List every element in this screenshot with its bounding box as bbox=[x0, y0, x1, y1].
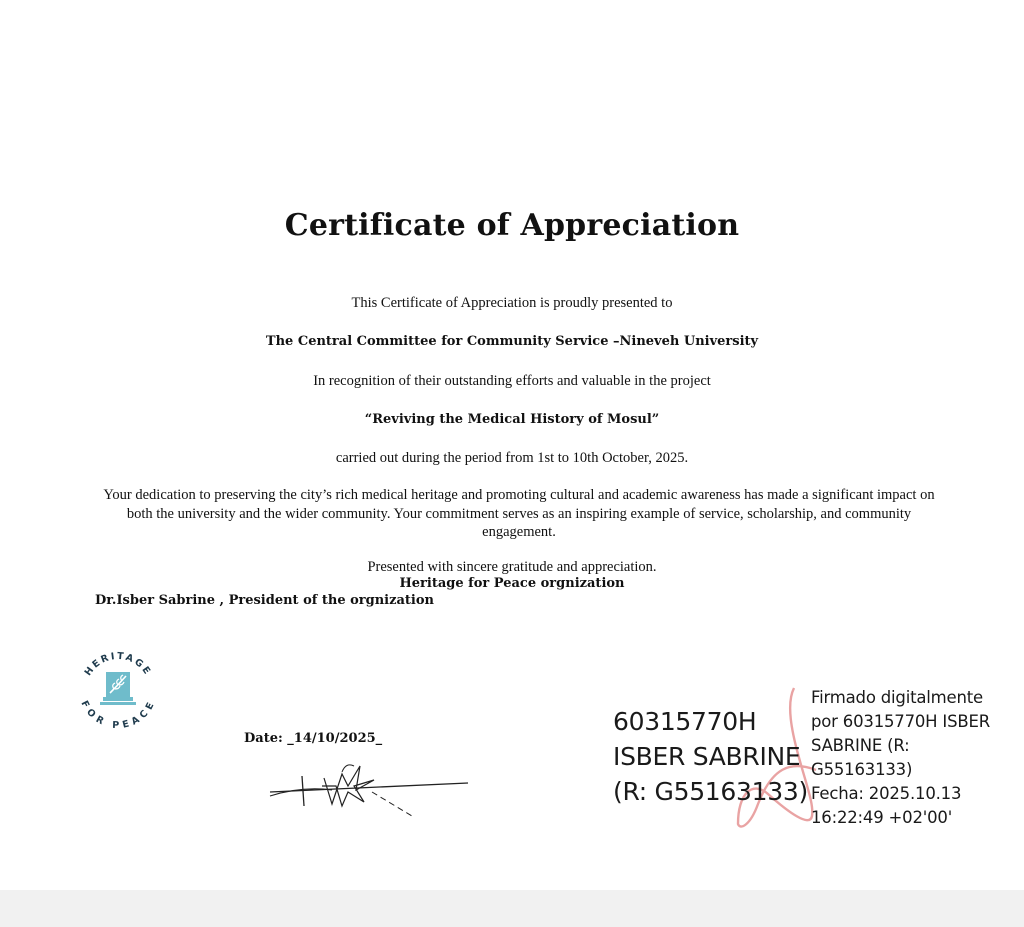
certificate-title: Certificate of Appreciation bbox=[284, 208, 740, 243]
logo-text-bottom: FOR PEACE bbox=[78, 698, 158, 732]
appreciation-paragraph: Your dedication to preserving the city’s rich medical heritage and promoting cultural and academic awareness has made a significant impact on both the university and the wider community. Your commitment serves as an inspiring example of service, scholarship, and community engagement. bbox=[103, 487, 935, 540]
monument-icon bbox=[100, 672, 136, 705]
project-name: “Reviving the Medical History of Mosul” bbox=[364, 412, 660, 427]
signature-time: 16:22:49 +02'00' bbox=[811, 808, 953, 827]
viewer-bottom-band bbox=[0, 890, 1024, 927]
gratitude-line: Presented with sincere gratitude and appreciation. bbox=[367, 559, 657, 575]
digital-signer-block bbox=[613, 704, 808, 809]
recognition-text: In recognition of their outstanding efforts and valuable in the project bbox=[313, 373, 711, 389]
signatory-line: Dr.Isber Sabrine , President of the orgnization bbox=[95, 593, 434, 608]
signature-info-line: por 60315770H ISBER bbox=[811, 712, 990, 731]
organization-name: Heritage for Peace orgnization bbox=[399, 576, 625, 591]
presented-to-intro: This Certificate of Appreciation is proudly presented to bbox=[351, 295, 673, 311]
signer-name: ISBER SABRINE bbox=[613, 742, 801, 771]
signature-info-line: G55163133) bbox=[811, 760, 913, 779]
signature-date: Fecha: 2025.10.13 bbox=[811, 784, 962, 803]
project-period: carried out during the period from 1st to 10th October, 2025. bbox=[335, 450, 689, 466]
handwritten-signature bbox=[262, 756, 474, 822]
recipient-name: The Central Committee for Community Service –Nineveh University bbox=[265, 334, 759, 349]
heritage-for-peace-logo bbox=[74, 645, 162, 733]
digital-signature-details bbox=[811, 686, 990, 830]
signature-info-line: SABRINE (R: bbox=[811, 736, 910, 755]
signer-reference: (R: G55163133) bbox=[613, 777, 808, 806]
signer-id: 60315770H bbox=[613, 707, 757, 736]
signature-info-line: Firmado digitalmente bbox=[811, 688, 983, 707]
certificate-date: Date: _14/10/2025_ bbox=[244, 731, 383, 746]
logo-text-top: HERITAGE bbox=[82, 650, 154, 679]
